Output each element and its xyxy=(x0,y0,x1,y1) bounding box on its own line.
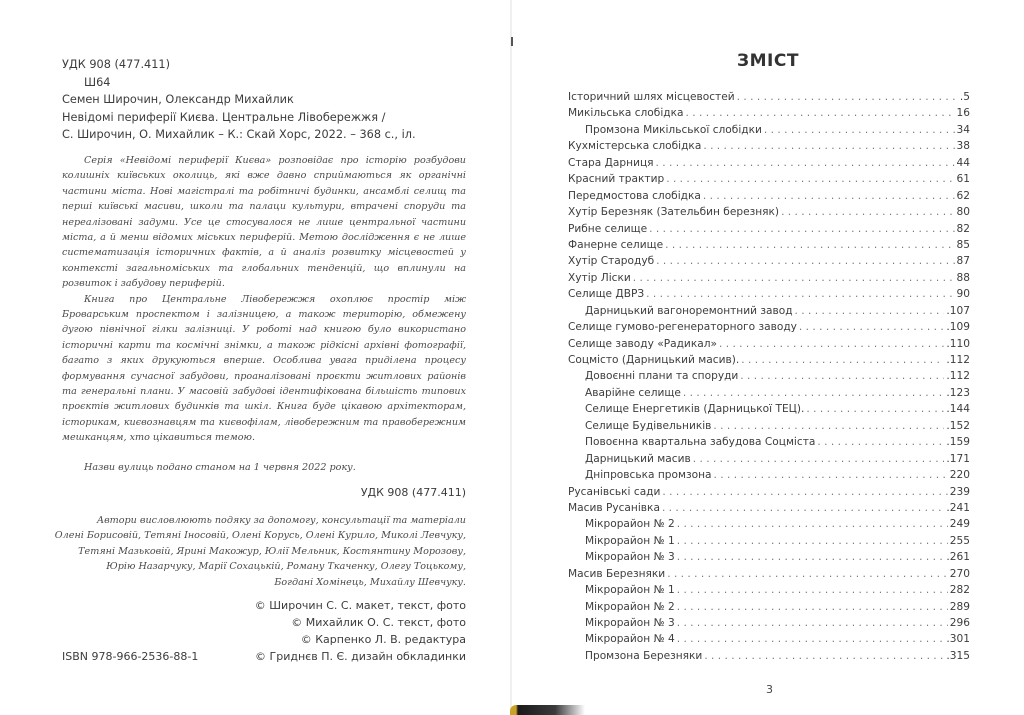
toc-dot-leader xyxy=(656,155,955,171)
abstract xyxy=(62,153,466,446)
toc-entry xyxy=(568,204,970,220)
toc-dot-leader xyxy=(677,533,948,549)
udk-code: УДК 908 (477.411) xyxy=(62,58,171,71)
toc-dot-leader xyxy=(677,582,948,598)
toc-dot-leader xyxy=(693,451,945,467)
toc-entry xyxy=(568,467,970,483)
toc-entry xyxy=(568,221,970,237)
udk-code-repeat: УДК 908 (477.411) xyxy=(360,485,466,499)
toc-entry xyxy=(568,434,970,450)
toc-entry xyxy=(568,648,970,664)
toc-dot-leader xyxy=(667,566,948,582)
copyright-line: © Широчин С. С. макет, текст, фото xyxy=(254,599,466,612)
toc-dot-leader xyxy=(677,549,945,565)
toc-dot-leader xyxy=(662,500,944,516)
toc-entry-page: .159 xyxy=(946,436,970,449)
acknowledgements-line: Тетяні Мазьковій, Ярині Макожур, Юлії Мельник, Костянтину Морозову, xyxy=(78,545,466,557)
toc-entry xyxy=(568,171,970,187)
toc-entry xyxy=(568,155,970,171)
toc-dot-leader xyxy=(741,352,944,368)
toc-entry xyxy=(568,105,970,121)
toc-entry-page: 44 xyxy=(956,156,970,169)
toc-entry xyxy=(568,631,970,647)
toc-entry-page: .109 xyxy=(946,321,970,334)
toc-entry xyxy=(568,319,970,335)
book-title-line: Невідомі периферії Києва. Центральне Лівобережжя / xyxy=(62,110,386,124)
toc-entry-label: Мікрорайон № 3 xyxy=(585,551,675,564)
acknowledgements-line: Олені Борисовій, Тетяні Іносовій, Олені Корусь, Олені Курило, Миколі Левчуку, xyxy=(54,530,466,542)
copyright-list xyxy=(255,597,466,665)
abstract-paragraph: Книга про Центральне Лівобережжя охоплює простір між Броварським проспектом і залізницею, а також територію, обмежену дугою північної гілки залізниці. У роботі над книгою було використано історичні карти та космічні знімки, а також рідкісні архівні фотографії, багато з яких друкуються вперше. Особлива увага приділена процесу формування сучасної забудови, проаналізовані проєкти житлових районів та генеральні плани. У масовій забудові ідентифікована більшість типових проєктів житлових будинків та шкіл. Книга буде цікавою архітекторам, історикам, києвознавцям та києвофілам, лівобережним та правобережним мешканцям, хто цікавиться темою. xyxy=(62,293,466,444)
toc-entry-page: 87 xyxy=(956,255,970,268)
toc-entry-page: .241 xyxy=(946,501,970,514)
toc-entry-page: 239 xyxy=(949,485,970,498)
toc-entry xyxy=(568,582,970,598)
toc-dot-leader xyxy=(817,434,944,450)
toc-entry xyxy=(568,188,970,204)
toc-dot-leader xyxy=(703,138,954,154)
toc-entry-label: Дніпровська промзона xyxy=(585,469,712,482)
toc-entry xyxy=(568,286,970,302)
toc-entry-label: Микільська слобідка xyxy=(568,107,684,120)
toc-entry-page: 255 xyxy=(949,534,970,547)
toc-entry-page: .123 xyxy=(946,386,970,399)
acknowledgements-line: Юрію Назарчуку, Марії Сохацькій, Роману Ткаченку, Олегу Тоцькому, xyxy=(106,561,466,573)
toc-entry xyxy=(568,352,970,368)
toc-entry xyxy=(568,253,970,269)
toc-dot-leader xyxy=(633,270,955,286)
toc-entry-page: .112 xyxy=(946,354,970,366)
toc-dot-leader xyxy=(666,171,954,187)
toc-entry-label: Селище ДВРЗ xyxy=(568,288,645,301)
toc-entry-label: Масив Русанівка xyxy=(568,501,660,514)
toc-entry-page: .315 xyxy=(946,649,970,662)
toc-entry-page: .107 xyxy=(946,304,970,317)
toc-entry xyxy=(568,599,970,615)
toc-entry-label: Хутір Ліски xyxy=(568,271,631,284)
toc-dot-leader xyxy=(646,286,954,302)
toc-entry-label: Русанівські сади xyxy=(568,485,661,498)
toc-entry-page: .152 xyxy=(946,419,970,432)
toc-entry-label: Селище гумово-регенераторного заводу xyxy=(568,321,797,334)
toc-entry-label: Кухмістерська слобідка xyxy=(568,140,702,153)
toc-dot-leader xyxy=(737,89,958,105)
toc-entry-label: Стара Дарниця xyxy=(568,156,654,169)
toc-entry-page: 270 xyxy=(949,567,970,580)
toc-entry-label: Дарницький вагоноремонтний завод xyxy=(585,304,793,317)
acknowledgements-line: Автори висловлюють подяку за допомогу, консультації та матеріали xyxy=(96,514,466,526)
toc-dot-leader xyxy=(677,631,945,647)
toc-entry xyxy=(568,89,970,105)
toc-dot-leader xyxy=(656,253,954,269)
toc-entry-page: 249 xyxy=(949,518,970,531)
toc-dot-leader xyxy=(703,188,955,204)
toc-entry-label: Промзона Микільської слобідки xyxy=(585,123,762,136)
toc-entry-label: Промзона Березняки xyxy=(585,649,703,662)
toc-entry xyxy=(568,533,970,549)
toc-entry-label: Мікрорайон № 2 xyxy=(585,518,675,531)
toc-entry-label: Хутір Стародуб xyxy=(568,255,655,268)
copyright-line: © Михайлик О. С. текст, фото xyxy=(291,616,466,629)
toc-dot-leader xyxy=(683,385,945,401)
bibliographic-record xyxy=(62,56,466,144)
toc-title: ЗМІСТ xyxy=(737,51,799,71)
toc-entry-label: Селище заводу «Радикал» xyxy=(568,337,717,350)
toc-entry-label: Мікрорайон № 1 xyxy=(585,534,675,547)
toc-entry-page: 82 xyxy=(956,222,970,235)
toc-entry xyxy=(568,368,970,384)
page-number: 3 xyxy=(766,683,773,696)
toc-entry xyxy=(568,500,970,516)
toc-dot-leader xyxy=(795,303,945,319)
toc-entry-label: Передмостова слобідка xyxy=(568,189,701,202)
toc-entry-label: Рибне селище xyxy=(568,222,648,235)
toc-entry-page: 16 xyxy=(956,107,970,120)
toc-entry-label: Мікрорайон № 4 xyxy=(585,633,675,646)
toc-entry xyxy=(568,401,970,417)
toc-entry xyxy=(568,138,970,154)
toc-entry-page: .171 xyxy=(946,452,970,465)
acknowledgements xyxy=(55,513,466,591)
toc-entry xyxy=(568,484,970,500)
toc-entry-label: Дарницький масив xyxy=(585,452,691,465)
toc-entry-page: 282 xyxy=(949,584,970,597)
toc-entry-page: 88 xyxy=(956,271,970,284)
toc-entry xyxy=(568,549,970,565)
author-mark: Ш64 xyxy=(84,75,111,89)
toc-entry-label: Історичний шлях місцевостей xyxy=(568,91,735,103)
table-of-contents xyxy=(568,89,970,664)
toc-entry-page: 62 xyxy=(956,189,970,202)
copyright-line: © Карпенко Л. В. редактура xyxy=(300,633,466,646)
abstract-paragraph: Серія «Невідомі периферії Києва» розповідає про історію розбудови колишніх київських околиць, які вже давно сприймаються як органічні частини міста. Нові магістралі та робітничі будинки, ансамблі селищ та перші київські масиви, школи та палаци культури, втрачені споруди та нереалізовані задуми. Усе це стосувалося не лише центральної частини міста, а й менш відомих міських периферій. Метою дослідження є не лише систематизація історичних фактів, а й аналіз розвитку місцевостей у контексті загальноміських та глобальних тенденцій, що вплинули на розвиток і забудову периферій. xyxy=(62,154,466,290)
copyright-line: © Гриднєв П. Є. дизайн обкладинки xyxy=(255,650,466,663)
toc-dot-leader xyxy=(764,122,955,138)
imprint-line: С. Широчин, О. Михайлик – К.: Скай Хорс, 2022. – 368 с., іл. xyxy=(62,128,416,142)
isbn: ISBN 978-966-2536-88-1 xyxy=(62,650,199,663)
right-page xyxy=(512,0,1024,715)
toc-dot-leader xyxy=(719,336,944,352)
toc-entry xyxy=(568,303,970,319)
toc-dot-leader xyxy=(677,599,948,615)
toc-entry-label: Аварійне селище xyxy=(585,386,681,399)
toc-entry-page: 61 xyxy=(956,173,970,186)
toc-entry xyxy=(568,270,970,286)
toc-entry-page: 34 xyxy=(956,123,970,136)
toc-entry-label: Селище Енергетиків (Дарницької ТЕЦ). xyxy=(585,403,805,416)
toc-entry-page: .261 xyxy=(946,551,970,564)
toc-entry-page: .5 xyxy=(959,91,970,103)
toc-entry-page: .144 xyxy=(946,403,970,416)
toc-dot-leader xyxy=(713,418,944,434)
toc-entry-page: .110 xyxy=(946,337,970,350)
toc-entry xyxy=(568,566,970,582)
toc-entry-label: Фанерне селище xyxy=(568,238,664,251)
toc-entry-page: 220 xyxy=(949,469,970,482)
toc-entry-page: 80 xyxy=(956,206,970,219)
toc-entry-page: .301 xyxy=(946,633,970,646)
toc-dot-leader xyxy=(704,648,944,664)
toc-entry xyxy=(568,516,970,532)
toc-entry-label: Хутір Березняк (Зательбин березняк) xyxy=(568,206,780,219)
toc-dot-leader xyxy=(781,204,954,220)
toc-entry xyxy=(568,336,970,352)
imprint-footer xyxy=(62,597,466,665)
acknowledgements-line: Богдані Хомінець, Михайлу Шевчуку. xyxy=(274,577,466,589)
toc-dot-leader xyxy=(740,368,944,384)
toc-entry-page: 289 xyxy=(949,600,970,613)
toc-dot-leader xyxy=(799,319,944,335)
toc-entry-label: Красний трактир xyxy=(568,173,665,186)
toc-entry-label: Повоєнна квартальна забудова Соцміста xyxy=(585,436,816,449)
toc-entry-page: 90 xyxy=(956,288,970,301)
toc-entry-label: Мікрорайон № 1 xyxy=(585,584,675,597)
toc-dot-leader xyxy=(677,516,948,532)
toc-dot-leader xyxy=(677,615,948,631)
toc-dot-leader xyxy=(685,105,954,121)
toc-entry-label: Масив Березняки xyxy=(568,567,666,580)
toc-entry-page: 296 xyxy=(949,617,970,629)
toc-entry-label: Мікрорайон № 2 xyxy=(585,600,675,613)
toc-entry-page: .112 xyxy=(946,370,970,383)
toc-entry-label: Соцмісто (Дарницький масив). xyxy=(568,354,740,366)
toc-entry-page: 85 xyxy=(956,238,970,251)
toc-entry xyxy=(568,451,970,467)
toc-dot-leader xyxy=(662,484,947,500)
street-names-note: Назви вулиць подано станом на 1 червня 2022 року. xyxy=(84,461,356,473)
toc-dot-leader xyxy=(649,221,954,237)
authors: Семен Широчин, Олександр Михайлик xyxy=(62,93,294,107)
toc-dot-leader xyxy=(806,401,944,417)
toc-entry xyxy=(568,418,970,434)
toc-entry-label: Селище Будівельників xyxy=(585,419,712,432)
toc-dot-leader xyxy=(665,237,954,253)
toc-entry-label: Довоєнні плани та споруди xyxy=(585,370,739,383)
toc-entry xyxy=(568,615,970,631)
toc-entry xyxy=(568,385,970,401)
toc-entry xyxy=(568,122,970,138)
toc-dot-leader xyxy=(714,467,948,483)
toc-entry-label: Мікрорайон № 3 xyxy=(585,617,675,629)
toc-entry xyxy=(568,237,970,253)
toc-entry-page: 38 xyxy=(956,140,970,153)
left-page xyxy=(0,0,510,715)
